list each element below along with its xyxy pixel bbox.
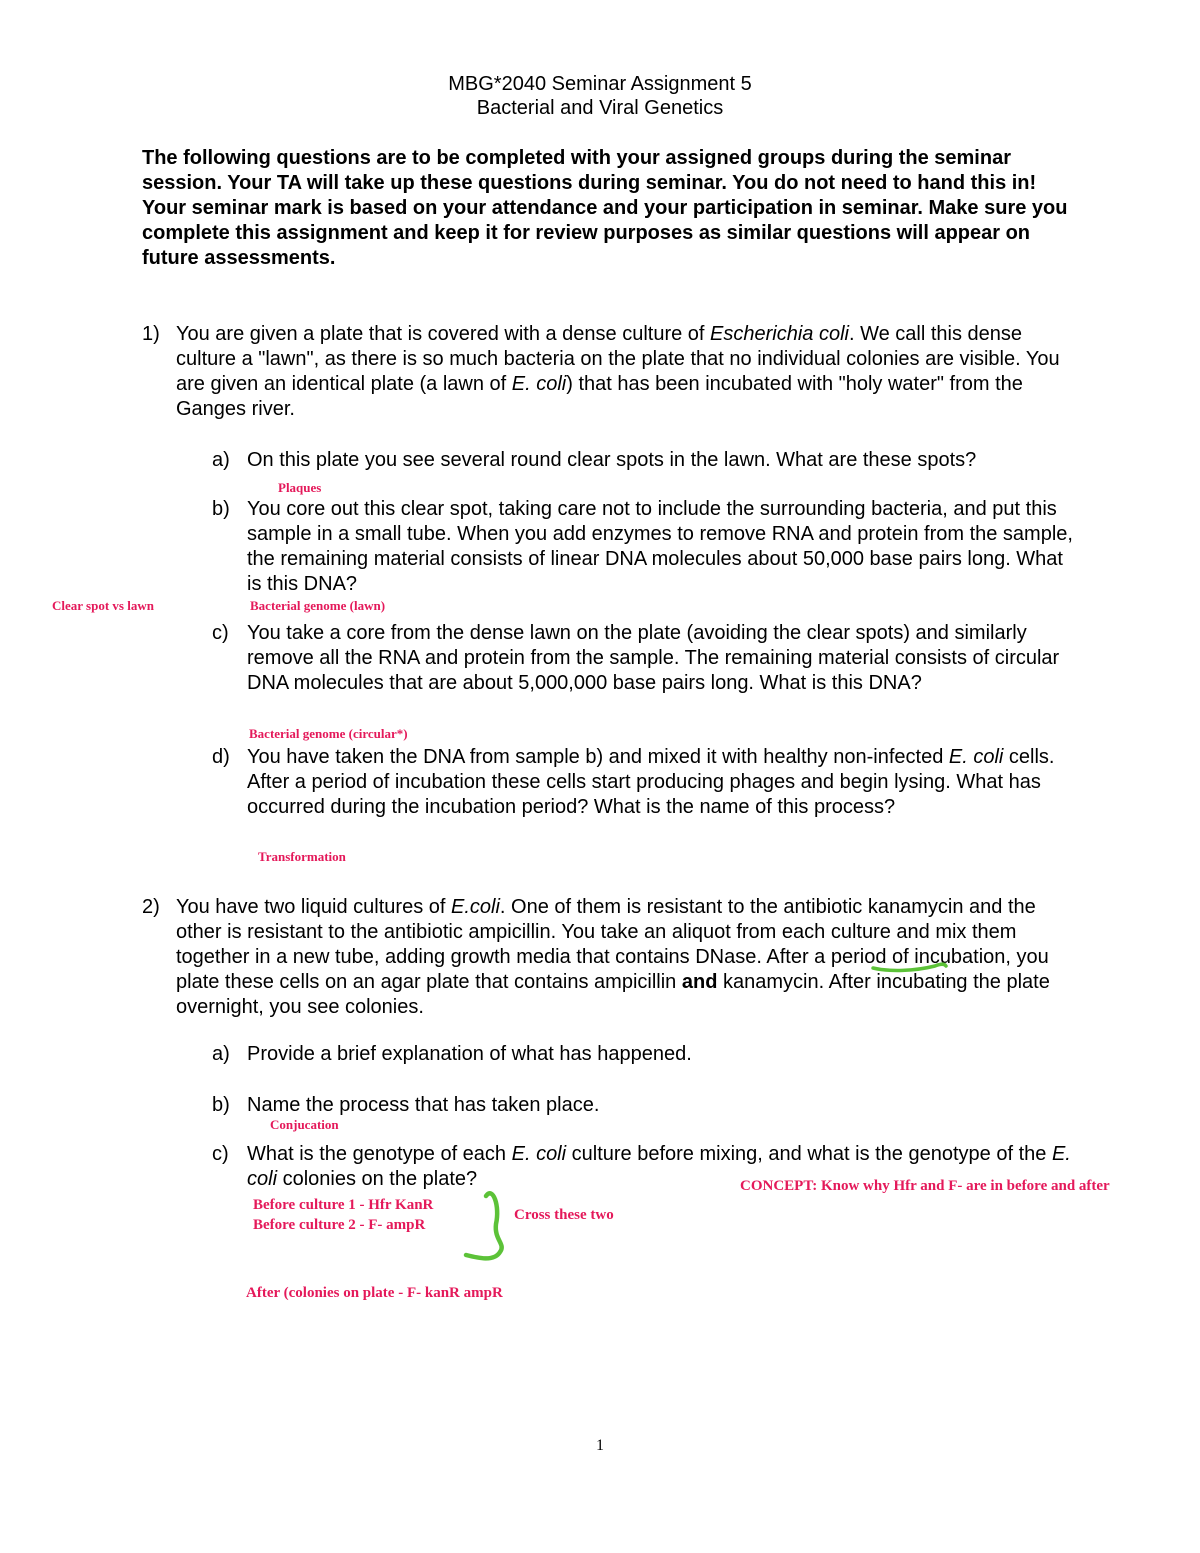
annotation-clear-spot: Clear spot vs lawn <box>52 598 154 613</box>
document-title: MBG*2040 Seminar Assignment 5 <box>448 73 752 95</box>
annotation-cross-these-two: Cross these two <box>514 1207 614 1223</box>
question-1a-text: On this plate you see several round clear spots in the lawn. What are these spots? <box>247 449 977 471</box>
question-2b-text: Name the process that has taken place. <box>247 1094 600 1116</box>
question-2-text: You have two liquid cultures of E.coli. One of them is resistant to the antibiotic kanamycin and the other is resistant to the antibiotic ampicillin. You take an aliquot from each culture and mix them together in a new tube, adding growth media that contains DNase. After a period of incubation, you plate these cells on an agar plate that contains ampicillin and kanamycin. After incubating the plate overnight, you see colonies. <box>176 896 1050 1018</box>
question-2b-label: b) <box>212 1094 230 1116</box>
page-number: 1 <box>596 1437 604 1454</box>
annotation-conjugation: Conjucation <box>270 1117 339 1132</box>
annotation-transformation: Transformation <box>258 849 346 864</box>
question-2-number: 2) <box>142 896 160 918</box>
annotation-after-colonies: After (colonies on plate - F- kanR ampR <box>246 1285 503 1301</box>
question-1b-label: b) <box>212 498 230 520</box>
dnase-word: DNase <box>695 946 757 968</box>
document-subtitle: Bacterial and Viral Genetics <box>476 97 724 119</box>
question-1c-text: You take a core from the dense lawn on the plate (avoiding the clear spots) and similarly remove all the RNA and protein from the sample. The remaining material consists of circular DNA molecules that are about 5,000,000 base pairs long. What is this DNA? <box>247 622 1060 694</box>
bracket-mark <box>466 1193 502 1258</box>
annotation-before-culture-1: Before culture 1 - Hfr KanR <box>253 1197 434 1213</box>
question-2c-label: c) <box>212 1143 229 1165</box>
question-1a-label: a) <box>212 449 230 471</box>
annotation-bacterial-genome-circular: Bacterial genome (circular*) <box>249 726 408 741</box>
question-1d-label: d) <box>212 746 230 768</box>
question-1-text: You are given a plate that is covered with a dense culture of Escherichia coli. We call this dense culture a "lawn", as there is so much bacteria on the plate that no individual colonies are visible. You are given an identical plate (a lawn of E. coli) that has been incubated with "holy water" from the Ganges river. <box>176 323 1060 420</box>
question-2a-label: a) <box>212 1043 230 1065</box>
dnase-underline-mark <box>873 964 946 970</box>
question-1c-label: c) <box>212 622 229 644</box>
instructions-paragraph: The following questions are to be completed with your assigned groups during the seminar session. Your TA will take up these questions during seminar. You do not need to hand this in! Your seminar mark is based on your attendance and your participation in seminar. Make sure you complete this assignment and keep it for review purposes as similar questions will appear on future assessments. <box>142 147 1068 269</box>
question-1d-text: You have taken the DNA from sample b) and mixed it with healthy non-infected E. coli cells. After a period of incubation these cells start producing phages and begin lysing. What has occurred during the incubation period? What is the name of this process? <box>247 746 1055 818</box>
question-2c-text: What is the genotype of each E. coli culture before mixing, and what is the genotype of the E. coli colonies on the plate? <box>247 1143 1071 1190</box>
annotation-bacterial-genome-lawn: Bacterial genome (lawn) <box>250 598 386 613</box>
annotation-concept: CONCEPT: Know why Hfr and F- are in before and after <box>740 1178 1110 1194</box>
question-2a-text: Provide a brief explanation of what has happened. <box>247 1043 692 1065</box>
annotation-before-culture-2: Before culture 2 - F- ampR <box>253 1217 426 1233</box>
question-1b-text: You core out this clear spot, taking care not to include the surrounding bacteria, and put this sample in a small tube. When you add enzymes to remove RNA and protein from the sample, the remaining material consists of linear DNA molecules about 50,000 base pairs long. What is this DNA? <box>247 498 1073 595</box>
annotation-plaques: Plaques <box>278 480 322 495</box>
question-1-number: 1) <box>142 323 160 345</box>
